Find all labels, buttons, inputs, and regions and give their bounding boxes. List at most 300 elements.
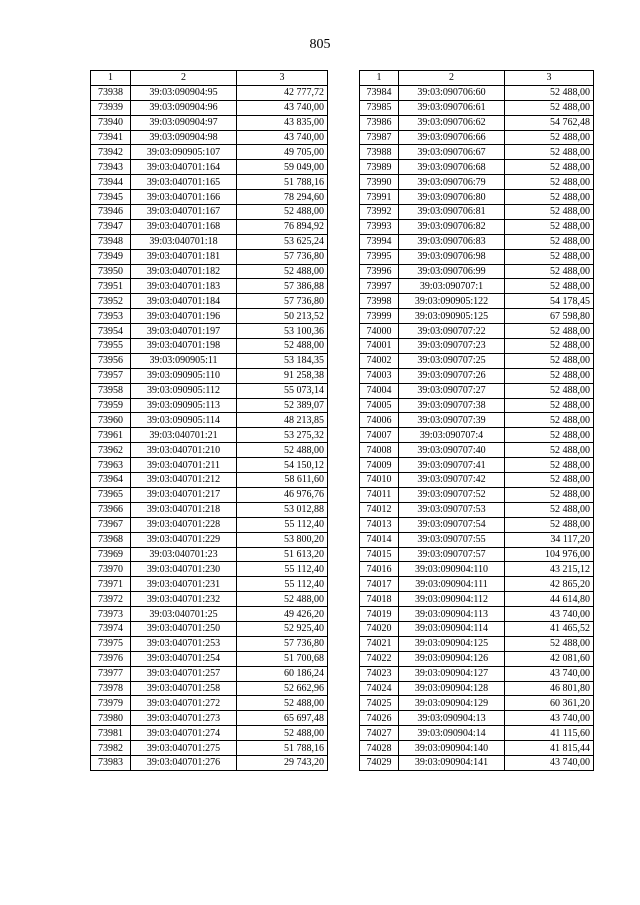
value-cell: 60 186,24 [237,666,328,681]
value-cell: 52 488,00 [237,696,328,711]
cadastral-number-cell: 39:03:090706:62 [399,115,505,130]
table-row [360,234,594,249]
value-cell: 53 012,88 [237,502,328,517]
value-cell: 43 740,00 [505,607,594,622]
row-number-cell: 73995 [360,249,399,264]
table-row [360,547,594,562]
value-cell: 65 697,48 [237,711,328,726]
header-row [360,71,594,86]
table-row [91,383,328,398]
row-number-cell: 74023 [360,666,399,681]
row-number-cell: 74000 [360,324,399,339]
table-row [91,592,328,607]
cadastral-number-cell: 39:03:090707:1 [399,279,505,294]
row-number-cell: 73950 [91,264,131,279]
value-cell: 55 112,40 [237,577,328,592]
value-cell: 52 488,00 [505,413,594,428]
table-row [91,517,328,532]
cadastral-number-cell: 39:03:040701:232 [131,592,237,607]
row-number-cell: 73938 [91,85,131,100]
value-cell: 52 488,00 [505,279,594,294]
value-cell: 57 736,80 [237,636,328,651]
row-number-cell: 73957 [91,368,131,383]
table-row [360,577,594,592]
value-cell: 55 112,40 [237,562,328,577]
row-number-cell: 73992 [360,205,399,220]
value-cell: 57 386,88 [237,279,328,294]
cadastral-number-cell: 39:03:040701:182 [131,264,237,279]
table-row [360,487,594,502]
value-cell: 52 925,40 [237,621,328,636]
table-row [360,651,594,666]
row-number-cell: 73999 [360,309,399,324]
value-cell: 52 488,00 [505,398,594,413]
cadastral-number-cell: 39:03:090905:114 [131,413,237,428]
table-row [360,294,594,309]
table-row [360,502,594,517]
cadastral-number-cell: 39:03:090904:112 [399,592,505,607]
table-row [360,130,594,145]
table-row [360,339,594,354]
cadastral-number-cell: 39:03:090706:68 [399,160,505,175]
cadastral-number-cell: 39:03:090706:80 [399,190,505,205]
value-cell: 60 361,20 [505,696,594,711]
row-number-cell: 74021 [360,636,399,651]
table-row [91,651,328,666]
value-cell: 52 488,00 [505,160,594,175]
cadastral-number-cell: 39:03:040701:166 [131,190,237,205]
value-cell: 52 488,00 [505,205,594,220]
row-number-cell: 73962 [91,443,131,458]
cadastral-number-cell: 39:03:090707:54 [399,517,505,532]
cadastral-number-cell: 39:03:040701:253 [131,636,237,651]
row-number-cell: 74008 [360,443,399,458]
cadastral-number-cell: 39:03:090707:55 [399,532,505,547]
cadastral-number-cell: 39:03:040701:228 [131,517,237,532]
row-number-cell: 74005 [360,398,399,413]
value-cell: 41 815,44 [505,741,594,756]
row-number-cell: 74013 [360,517,399,532]
row-number-cell: 73946 [91,205,131,220]
value-cell: 52 488,00 [237,264,328,279]
table-row [91,279,328,294]
row-number-cell: 74003 [360,368,399,383]
row-number-cell: 73963 [91,458,131,473]
row-number-cell: 74009 [360,458,399,473]
row-number-cell: 73949 [91,249,131,264]
cadastral-number-cell: 39:03:040701:167 [131,205,237,220]
value-cell: 53 184,35 [237,353,328,368]
cadastral-number-cell: 39:03:040701:212 [131,473,237,488]
table-row [91,353,328,368]
table-row [91,294,328,309]
row-number-cell: 73939 [91,100,131,115]
cadastral-number-cell: 39:03:090904:98 [131,130,237,145]
cadastral-number-cell: 39:03:090706:79 [399,175,505,190]
value-cell: 91 258,38 [237,368,328,383]
value-cell: 52 488,00 [505,130,594,145]
cadastral-number-cell: 39:03:090904:110 [399,562,505,577]
row-number-cell: 73979 [91,696,131,711]
cadastral-number-cell: 39:03:090904:127 [399,666,505,681]
table-row [91,368,328,383]
table-row [91,234,328,249]
table-row [91,324,328,339]
row-number-cell: 73966 [91,502,131,517]
value-cell: 52 488,00 [505,100,594,115]
value-cell: 52 488,00 [505,368,594,383]
row-number-cell: 73964 [91,473,131,488]
cadastral-number-cell: 39:03:040701:198 [131,339,237,354]
value-cell: 52 488,00 [505,636,594,651]
value-cell: 53 625,24 [237,234,328,249]
value-cell: 52 488,00 [505,190,594,205]
table-row [360,205,594,220]
row-number-cell: 73955 [91,339,131,354]
row-number-cell: 73960 [91,413,131,428]
value-cell: 51 788,16 [237,741,328,756]
row-number-cell: 74020 [360,621,399,636]
value-cell: 58 611,60 [237,473,328,488]
table-row [360,681,594,696]
value-cell: 52 488,00 [505,175,594,190]
table-row [360,711,594,726]
cadastral-number-cell: 39:03:040701:218 [131,502,237,517]
value-cell: 78 294,60 [237,190,328,205]
cadastral-number-cell: 39:03:090904:141 [399,755,505,770]
row-number-cell: 73989 [360,160,399,175]
cadastral-number-cell: 39:03:090905:125 [399,309,505,324]
table-row [360,562,594,577]
value-cell: 43 740,00 [505,666,594,681]
cadastral-number-cell: 39:03:090905:122 [399,294,505,309]
table-row [360,458,594,473]
table-row [360,85,594,100]
value-cell: 53 800,20 [237,532,328,547]
table-row [91,636,328,651]
table-row [360,592,594,607]
value-cell: 57 736,80 [237,294,328,309]
cadastral-number-cell: 39:03:040701:18 [131,234,237,249]
value-cell: 52 488,00 [237,592,328,607]
cadastral-number-cell: 39:03:040701:229 [131,532,237,547]
table-row [91,428,328,443]
row-number-cell: 73961 [91,428,131,443]
row-number-cell: 73968 [91,532,131,547]
column-header: 3 [237,71,328,86]
value-cell: 46 801,80 [505,681,594,696]
cadastral-number-cell: 39:03:090707:38 [399,398,505,413]
row-number-cell: 73981 [91,726,131,741]
row-number-cell: 73972 [91,592,131,607]
table-row [360,532,594,547]
cadastral-number-cell: 39:03:090904:140 [399,741,505,756]
table-row [91,145,328,160]
cadastral-number-cell: 39:03:090904:97 [131,115,237,130]
table-row [91,398,328,413]
value-cell: 67 598,80 [505,309,594,324]
table-row [360,368,594,383]
row-number-cell: 73985 [360,100,399,115]
value-cell: 42 865,20 [505,577,594,592]
column-header: 1 [91,71,131,86]
value-cell: 52 488,00 [505,502,594,517]
table-row [91,413,328,428]
cadastral-number-cell: 39:03:090905:110 [131,368,237,383]
cadastral-number-cell: 39:03:040701:273 [131,711,237,726]
cadastral-number-cell: 39:03:090707:4 [399,428,505,443]
value-cell: 54 178,45 [505,294,594,309]
row-number-cell: 73945 [91,190,131,205]
right-table-body [360,71,594,771]
cadastral-number-cell: 39:03:090706:67 [399,145,505,160]
value-cell: 43 835,00 [237,115,328,130]
value-cell: 50 213,52 [237,309,328,324]
row-number-cell: 73994 [360,234,399,249]
row-number-cell: 73944 [91,175,131,190]
value-cell: 52 488,00 [505,383,594,398]
row-number-cell: 74012 [360,502,399,517]
row-number-cell: 74029 [360,755,399,770]
table-row [360,160,594,175]
cadastral-number-cell: 39:03:090706:99 [399,264,505,279]
row-number-cell: 73954 [91,324,131,339]
row-number-cell: 74028 [360,741,399,756]
row-number-cell: 74015 [360,547,399,562]
table-row [360,279,594,294]
row-number-cell: 73951 [91,279,131,294]
table-row [360,443,594,458]
cadastral-number-cell: 39:03:040701:25 [131,607,237,622]
row-number-cell: 73965 [91,487,131,502]
cadastral-number-cell: 39:03:090904:114 [399,621,505,636]
value-cell: 51 613,20 [237,547,328,562]
table-row [91,711,328,726]
cadastral-number-cell: 39:03:090904:13 [399,711,505,726]
cadastral-number-cell: 39:03:040701:275 [131,741,237,756]
row-number-cell: 73967 [91,517,131,532]
value-cell: 43 740,00 [505,755,594,770]
cadastral-number-cell: 39:03:090904:128 [399,681,505,696]
value-cell: 55 112,40 [237,517,328,532]
cadastral-number-cell: 39:03:040701:164 [131,160,237,175]
cadastral-number-cell: 39:03:090905:113 [131,398,237,413]
cadastral-number-cell: 39:03:090707:39 [399,413,505,428]
row-number-cell: 73952 [91,294,131,309]
row-number-cell: 74025 [360,696,399,711]
cadastral-number-cell: 39:03:040701:217 [131,487,237,502]
row-number-cell: 73998 [360,294,399,309]
cadastral-number-cell: 39:03:090707:23 [399,339,505,354]
cadastral-number-cell: 39:03:040701:168 [131,219,237,234]
row-number-cell: 74027 [360,726,399,741]
row-number-cell: 73958 [91,383,131,398]
row-number-cell: 73984 [360,85,399,100]
table-row [91,249,328,264]
table-row [360,755,594,770]
value-cell: 48 213,85 [237,413,328,428]
table-row [91,562,328,577]
table-row [91,696,328,711]
cadastral-number-cell: 39:03:040701:272 [131,696,237,711]
cadastral-number-cell: 39:03:040701:274 [131,726,237,741]
table-row [360,428,594,443]
column-header: 2 [131,71,237,86]
cadastral-number-cell: 39:03:040701:197 [131,324,237,339]
row-number-cell: 74022 [360,651,399,666]
row-number-cell: 74018 [360,592,399,607]
cadastral-number-cell: 39:03:040701:21 [131,428,237,443]
row-number-cell: 73956 [91,353,131,368]
cadastral-number-cell: 39:03:040701:230 [131,562,237,577]
value-cell: 52 488,00 [505,443,594,458]
value-cell: 52 488,00 [505,234,594,249]
table-row [91,577,328,592]
column-header: 1 [360,71,399,86]
cadastral-number-cell: 39:03:040701:196 [131,309,237,324]
value-cell: 34 117,20 [505,532,594,547]
value-cell: 52 488,00 [237,726,328,741]
value-cell: 52 488,00 [505,473,594,488]
value-cell: 43 740,00 [237,100,328,115]
value-cell: 49 705,00 [237,145,328,160]
row-number-cell: 74017 [360,577,399,592]
value-cell: 51 788,16 [237,175,328,190]
cadastral-number-cell: 39:03:090706:61 [399,100,505,115]
cadastral-number-cell: 39:03:090707:26 [399,368,505,383]
table-row [91,741,328,756]
table-row [360,309,594,324]
cadastral-number-cell: 39:03:090707:57 [399,547,505,562]
cadastral-number-cell: 39:03:090706:83 [399,234,505,249]
row-number-cell: 73948 [91,234,131,249]
table-row [91,339,328,354]
table-row [360,175,594,190]
value-cell: 41 465,52 [505,621,594,636]
value-cell: 52 488,00 [505,264,594,279]
value-cell: 52 488,00 [505,458,594,473]
cadastral-number-cell: 39:03:040701:231 [131,577,237,592]
cadastral-number-cell: 39:03:040701:181 [131,249,237,264]
right-table [359,70,594,771]
value-cell: 104 976,00 [505,547,594,562]
row-number-cell: 74026 [360,711,399,726]
row-number-cell: 73996 [360,264,399,279]
table-row [91,473,328,488]
table-row [91,666,328,681]
left-table [90,70,328,771]
table-row [91,532,328,547]
cadastral-number-cell: 39:03:090904:126 [399,651,505,666]
value-cell: 52 488,00 [505,517,594,532]
table-row [360,100,594,115]
table-row [91,85,328,100]
cadastral-number-cell: 39:03:040701:23 [131,547,237,562]
row-number-cell: 73970 [91,562,131,577]
cadastral-number-cell: 39:03:040701:257 [131,666,237,681]
cadastral-number-cell: 39:03:090905:107 [131,145,237,160]
table-row [360,324,594,339]
row-number-cell: 73947 [91,219,131,234]
table-row [91,205,328,220]
table-row [360,145,594,160]
table-row [360,264,594,279]
row-number-cell: 73971 [91,577,131,592]
value-cell: 57 736,80 [237,249,328,264]
row-number-cell: 73990 [360,175,399,190]
row-number-cell: 74014 [360,532,399,547]
value-cell: 43 740,00 [237,130,328,145]
row-number-cell: 73983 [91,755,131,770]
cadastral-number-cell: 39:03:090706:60 [399,85,505,100]
cadastral-number-cell: 39:03:090905:112 [131,383,237,398]
row-number-cell: 73988 [360,145,399,160]
left-table-body [91,71,328,771]
value-cell: 51 700,68 [237,651,328,666]
cadastral-number-cell: 39:03:090904:96 [131,100,237,115]
cadastral-number-cell: 39:03:090904:125 [399,636,505,651]
value-cell: 52 488,00 [237,443,328,458]
cadastral-number-cell: 39:03:090707:53 [399,502,505,517]
value-cell: 52 488,00 [505,353,594,368]
cadastral-number-cell: 39:03:040701:250 [131,621,237,636]
row-number-cell: 73980 [91,711,131,726]
value-cell: 54 762,48 [505,115,594,130]
row-number-cell: 73975 [91,636,131,651]
row-number-cell: 73986 [360,115,399,130]
table-row [91,264,328,279]
cadastral-number-cell: 39:03:040701:210 [131,443,237,458]
cadastral-number-cell: 39:03:090904:95 [131,85,237,100]
row-number-cell: 74016 [360,562,399,577]
value-cell: 52 488,00 [505,145,594,160]
table-row [360,398,594,413]
table-row [360,413,594,428]
table-row [91,175,328,190]
row-number-cell: 74006 [360,413,399,428]
table-row [360,190,594,205]
row-number-cell: 73976 [91,651,131,666]
table-row [91,309,328,324]
value-cell: 42 081,60 [505,651,594,666]
value-cell: 52 488,00 [505,487,594,502]
cadastral-number-cell: 39:03:090707:41 [399,458,505,473]
table-row [91,458,328,473]
value-cell: 52 488,00 [237,205,328,220]
table-row [91,130,328,145]
cadastral-number-cell: 39:03:040701:258 [131,681,237,696]
table-row [91,219,328,234]
row-number-cell: 73940 [91,115,131,130]
table-row [91,607,328,622]
row-number-cell: 74024 [360,681,399,696]
value-cell: 55 073,14 [237,383,328,398]
table-row [91,755,328,770]
value-cell: 42 777,72 [237,85,328,100]
value-cell: 41 115,60 [505,726,594,741]
table-row [360,636,594,651]
value-cell: 52 662,96 [237,681,328,696]
cadastral-number-cell: 39:03:090707:25 [399,353,505,368]
row-number-cell: 73987 [360,130,399,145]
row-number-cell: 73991 [360,190,399,205]
cadastral-number-cell: 39:03:090904:14 [399,726,505,741]
table-row [360,383,594,398]
value-cell: 52 488,00 [505,324,594,339]
value-cell: 76 894,92 [237,219,328,234]
cadastral-number-cell: 39:03:090904:111 [399,577,505,592]
row-number-cell: 73943 [91,160,131,175]
